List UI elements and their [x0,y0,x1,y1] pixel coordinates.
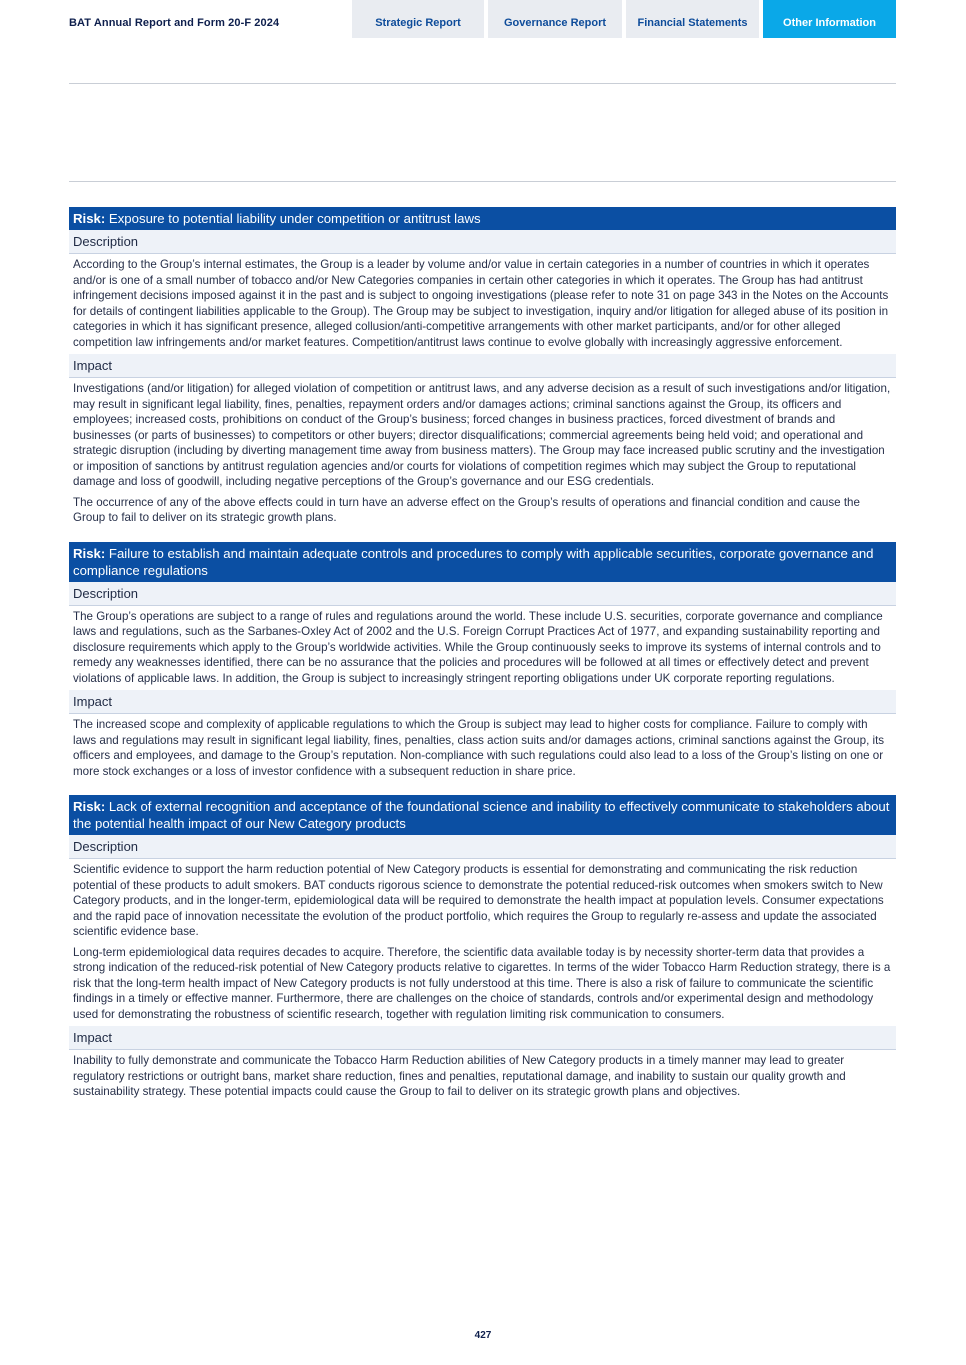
impact-paragraph: Investigations (and/or litigation) for alleged violation of competition or antitrust laws, and any adverse decision as a result of such investigations and/or litigation, may result in significant legal liability, fines, penalties, repayment orders and/or damages actions; criminal sanctions against the Group, its officers and employees; increased costs, prohibitions on conduct of the Group’s business; forced changes in business practices, forced divestment of brands and businesses (or parts of businesses) to competitors or other buyers; director disqualifications; commercial agreements being held void; and operational and strategic disruption (including by diverting management time away from business matters). The Group may face increased public scrutiny and the investigation or imposition of sanctions by antitrust regulation agencies and/or courts for violations of competition regimes which may subject the Group to reputational damage and loss of goodwill, including negative perceptions of the Group’s governance and our ESG credentials. [73,382,891,488]
tab-financial-statements[interactable]: Financial Statements [626,0,759,38]
risk-prefix: Risk: [73,211,106,226]
impact-heading: Impact [69,354,896,378]
risk-section [69,207,896,526]
risk-section [69,542,896,780]
description-heading: Description [69,835,896,859]
risk-section [69,795,896,1100]
page-number: 427 [474,1330,492,1341]
description-paragraph: Long-term epidemiological data requires decades to acquire. Therefore, the scientific data available today is by necessity shorter-term data that provides a strong indication of the reduced-risk potential of New Category products relative to cigarettes. In terms of the wider Tobacco Harm Reduction strategy, there is a risk that the long-term health impact of New Category products is not fully understood at this time. There is also a risk of failure to communicate the scientific findings in a timely or effective manner. Furthermore, there are challenges on the choice of standards, controls and/or experimental design and methodology used for demonstrating the robustness of scientific research, together with regulation limiting risk communication to consumers. [73,945,891,1021]
risk-title-bar [69,542,896,582]
tab-strategic-report[interactable]: Strategic Report [352,0,484,38]
impact-paragraph: The increased scope and complexity of applicable regulations to which the Group is subject may lead to higher costs for compliance. Failure to comply with laws and regulations may result in significant legal liability, fines, penalties, class action suits and/or damages actions, criminal sanctions against the Group, its officers and employees, and damage to the Group’s reputation. Non-compliance with such regulations could also lead to a loss of the Group’s listing on one or more stock exchanges or a loss of investor confidence with a subsequent reduction in share price. [73,718,885,778]
risk-title-bar [69,207,896,230]
report-title: BAT Annual Report and Form 20-F 2024 [69,17,280,29]
risk-title: Failure to establish and maintain adequate controls and procedures to comply with applicable securities, corporate governance and compliance regulations [73,545,874,578]
tab-governance-report[interactable]: Governance Report [488,0,622,38]
description-paragraph: The Group’s operations are subject to a range of rules and regulations around the world. These include U.S. securities, corporate governance and compliance laws and regulations, such as the Sarbanes-Oxley Act of 2002 and the U.S. Foreign Corrupt Practices Act of 1977, and expanding sustainability reporting and disclosure requirements which apply to the Group’s worldwide activities. While the Group continuously seeks to improve its systems of internal controls and to remedy any weaknesses identified, there can be no assurance that the policies and procedures will be followed at all times or effectively detect and prevent violations of applicable laws. In addition, the Group is subject to increasingly stringent reporting obligations under UK corporate reporting regulations. [73,609,883,685]
description-heading: Description [69,230,896,254]
risk-title: Exposure to potential liability under competition or antitrust laws [108,211,481,226]
impact-paragraph: The occurrence of any of the above effects could in turn have an adverse effect on the Group’s results of operations and financial condition and cause the Group to fail to deliver on its strategic growth plans. [73,495,860,524]
risk-content [69,207,896,1100]
impact-paragraph: Inability to fully demonstrate and communicate the Tobacco Harm Reduction abilities of New Category products in a timely manner may lead to greater regulatory restrictions or outright bans, market share reduction, fines and penalties, reputational damage, and inability to sustain our quality growth and sustainability strategy. These potential impacts could cause the Group to fail to deliver on its strategic growth plans and objectives. [73,1054,846,1098]
description-paragraph: According to the Group’s internal estimates, the Group is a leader by volume and/or value in certain categories in a number of countries in which it operates and/or is one of a small number of tobacco and/or New Categories companies in certain other categories in which it operates. The Group has had antitrust infringement decisions imposed against it in the past and is subject to ongoing investigations (please refer to note 31 on page 343 in the Notes on the Accounts for details of contingent liabilities applicable to the Group). The Group may be subject to investigation, inquiry and/or litigation for alleged abuse of its position in categories in which it has significant presence, alleged collusion/anti-competitive arrangements with other market participants, and/or for other alleged competition law infringements and/or market features. Competition/antitrust laws continue to evolve globally with increasingly aggressive enforcement. [73,258,889,349]
risk-prefix: Risk: [73,799,106,814]
divider-top [69,83,896,84]
tab-other-information[interactable]: Other Information [763,0,896,38]
page-header [0,0,966,38]
risk-title-bar [69,795,896,835]
divider-bottom [69,181,896,182]
description-heading: Description [69,582,896,606]
impact-heading: Impact [69,1026,896,1050]
description-paragraph: Scientific evidence to support the harm reduction potential of New Category products is essential for demonstrating and communicating the risk reduction potential of these products to adult smokers. BAT conducts rigorous science to demonstrate the potential reduced-risk outcomes when smokers switch to New Category products, and in the longer-term, epidemiological data will be required to demonstrate the health impact at population levels. Consumer expectations and the rapid pace of innovation necessitate the evolution of the product portfolio, which requires the Group to regularly re-assess and update the associated scientific evidence base. [73,863,884,938]
risk-prefix: Risk: [73,545,106,561]
risk-title: Lack of external recognition and acceptance of the foundational science and inability to effectively communicate to stakeholders about the potential health impact of our New Category products [73,799,890,831]
impact-heading: Impact [69,690,896,714]
